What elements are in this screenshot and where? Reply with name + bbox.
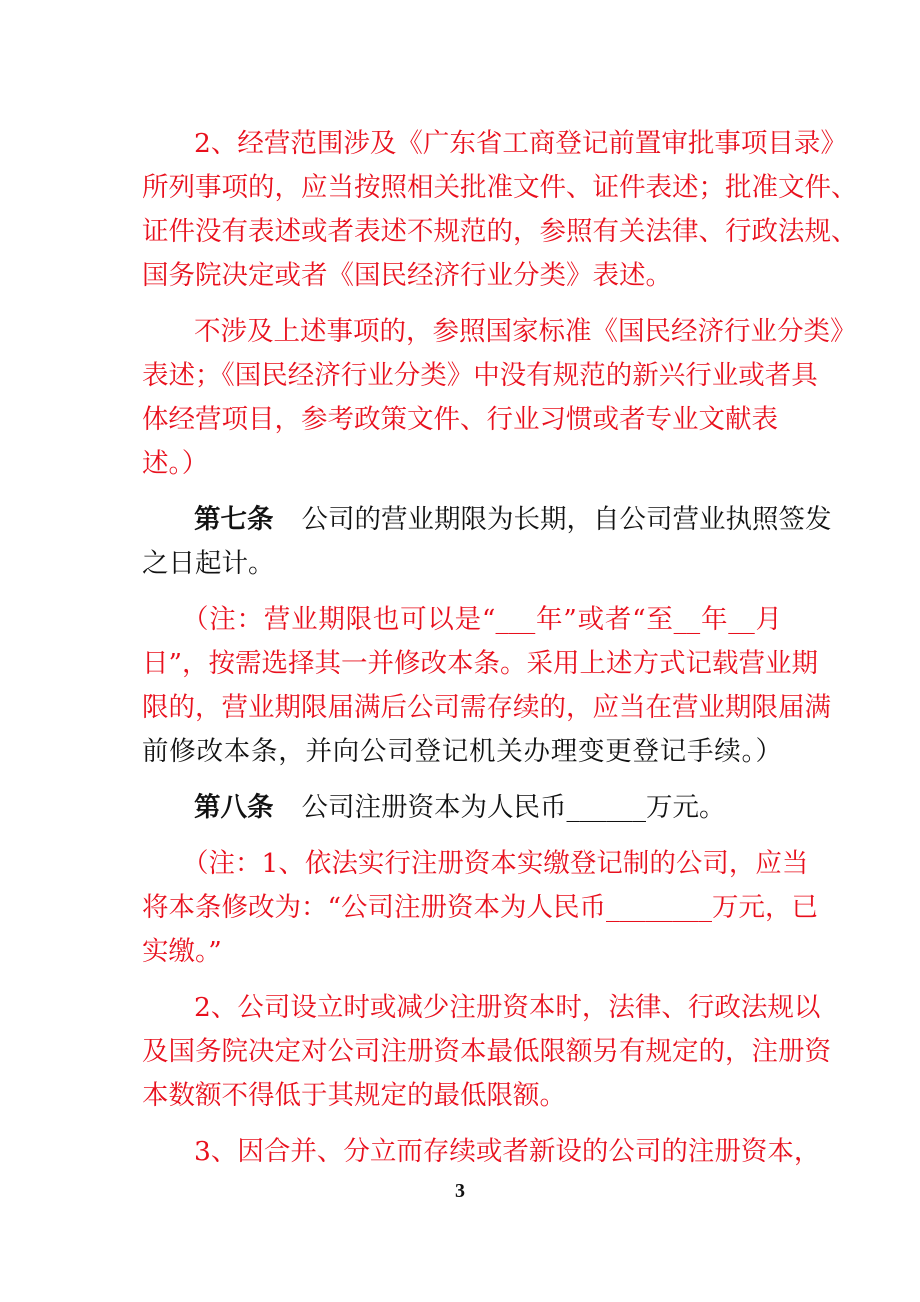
text-line: 不涉及上述事项的，参照国家标准《国民经济行业分类》 [194, 316, 857, 347]
text-line: （注：1、依法实行注册资本实缴登记制的公司，应当 [182, 848, 809, 879]
text-line: 表述；《国民经济行业分类》中没有规范的新兴行业或者具 [142, 360, 818, 391]
text-line: 2、经营范围涉及《广东省工商登记前置审批事项目录》 [194, 128, 847, 159]
text-line: 将本条修改为：“公司注册资本为人民币________万元，已 [142, 892, 819, 923]
text-line: 实缴。” [142, 936, 222, 967]
text-line: 本数额不得低于其规定的最低限额。 [142, 1080, 566, 1111]
text-line: 之日起计。 [142, 548, 275, 579]
article-heading: 第八条 [194, 792, 274, 823]
article-heading: 第七条 [194, 504, 274, 535]
text-line: 证件没有表述或者表述不规范的，参照有关法律、行政法规、 [142, 216, 858, 247]
article-text: 公司注册资本为人民币______万元。 [301, 792, 726, 823]
text-line: （注：营业期限也可以是“___年”或者“至__年__月 [182, 604, 782, 635]
text-line [142, 686, 831, 730]
article-8-line [142, 786, 782, 830]
text-line: 体经营项目，参考政策文件、行业习惯或者专业文献表 [142, 404, 778, 435]
article-7-line [142, 498, 832, 542]
text-line: 限的，营业期限届满后公司需存续的，应当在营业期限届满 [142, 692, 831, 723]
text-line: 国务院决定或者《国民经济行业分类》表述。 [142, 260, 672, 291]
text-line: 前修改本条，并向公司登记机关办理变更登记手续。） [142, 736, 782, 767]
text-line: 2、公司设立时或减少注册资本时，法律、行政法规以 [194, 992, 821, 1023]
text-line: 述。） [142, 448, 209, 479]
text-line: 所列事项的，应当按照相关批准文件、证件表述；批准文件、 [142, 172, 858, 203]
article-text: 公司的营业期限为长期，自公司营业执照签发 [301, 504, 832, 535]
page-number: 3 [455, 1180, 465, 1202]
text-line: 及国务院决定对公司注册资本最低限额另有规定的，注册资 [142, 1036, 831, 1067]
text-line: 日”，按需选择其一并修改本条。采用上述方式记载营业期 [142, 648, 819, 679]
text-line: 3、因合并、分立而存续或者新设的公司的注册资本， [194, 1136, 821, 1167]
